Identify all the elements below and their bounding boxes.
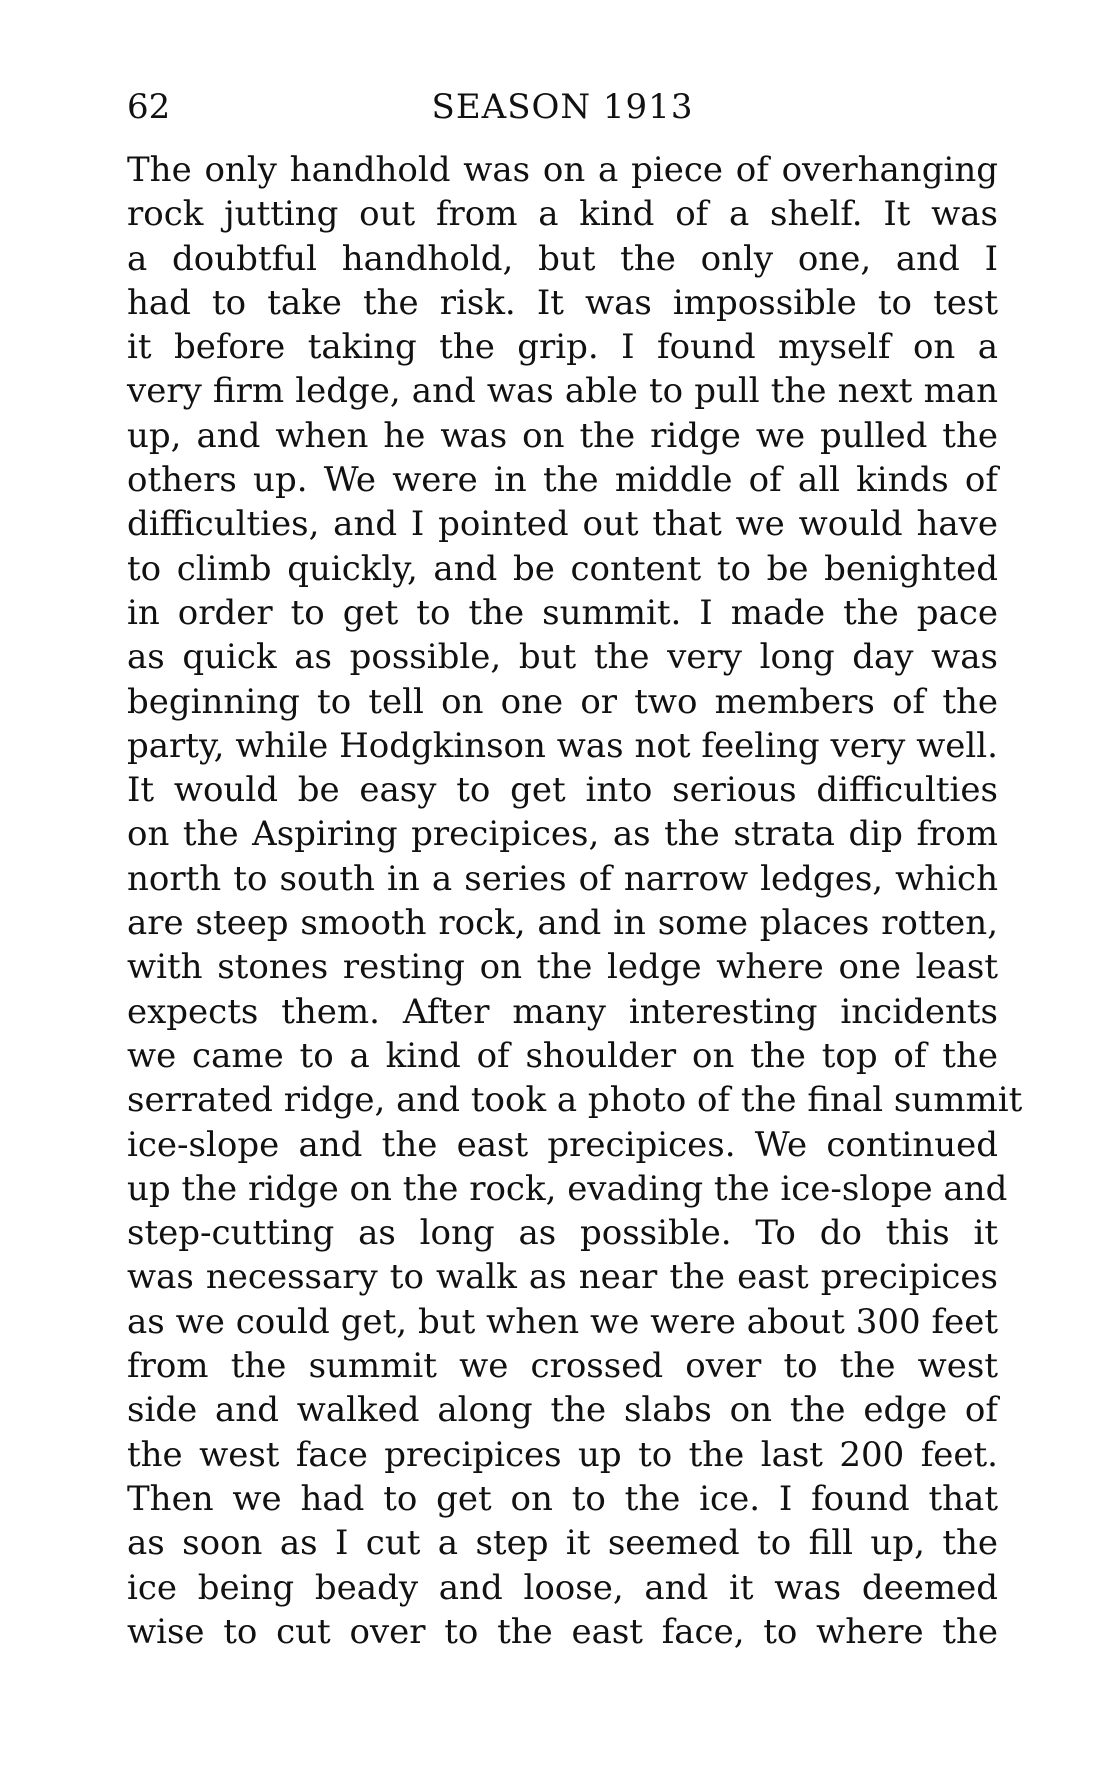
text-line: as quick as possible, but the very long day was [127, 637, 998, 678]
text-line: expects them. After many interesting incidents [127, 991, 998, 1032]
text-line: beginning to tell on one or two members of the [127, 681, 998, 722]
text-line: are steep smooth rock, and in some places rotten, [127, 903, 998, 944]
text-line: step-cutting as long as possible. To do this it [127, 1213, 998, 1254]
text-line: serrated ridge, and took a photo of the final summit [127, 1080, 1023, 1121]
text-line: It would be easy to get into serious difficulties [127, 770, 998, 811]
text-line: very firm ledge, and was able to pull the next man [127, 371, 998, 412]
text-line: as we could get, but when we were about 300 feet [127, 1301, 998, 1342]
text-line: from the summit we crossed over to the west [127, 1346, 998, 1387]
text-line: on the Aspiring precipices, as the strata dip from [127, 814, 998, 855]
text-line: The only handhold was on a piece of overhanging [127, 150, 998, 190]
text-line: others up. We were in the middle of all kinds of [127, 460, 998, 501]
text-line: wise to cut over to the east face, to where the [127, 1611, 998, 1652]
text-line: we came to a kind of shoulder on the top of the [127, 1035, 998, 1076]
text-line: to climb quickly, and be content to be benighted [127, 548, 998, 589]
text-line: side and walked along the slabs on the edge of [127, 1390, 998, 1431]
text-line: in order to get to the summit. I made the pace [127, 592, 998, 633]
text-line: was necessary to walk as near the east precipices [127, 1257, 998, 1298]
body-text [127, 148, 1023, 1654]
text-line: difficulties, and I pointed out that we would have [127, 504, 998, 545]
text-line: north to south in a series of narrow ledges, which [127, 858, 998, 899]
text-line: a doubtful handhold, but the only one, and I [127, 238, 998, 279]
running-head [127, 82, 998, 132]
running-title: SEASON 1913 [431, 87, 694, 127]
text-line: Then we had to get on to the ice. I found that [127, 1478, 998, 1519]
text-line: party, while Hodgkinson was not feeling very well. [127, 725, 998, 766]
text-line: up, and when he was on the ridge we pulled the [127, 415, 998, 456]
text-line: ice being beady and loose, and it was deemed [127, 1567, 998, 1608]
text-line: up the ridge on the rock, evading the ice-slope and [127, 1168, 1008, 1209]
text-line: it before taking the grip. I found myself on a [127, 327, 998, 368]
text-line: the west face precipices up to the last 200 feet. [127, 1434, 998, 1475]
page-number: 62 [127, 87, 171, 127]
text-line: ice-slope and the east precipices. We continued [127, 1124, 998, 1165]
text-line: rock jutting out from a kind of a shelf. It was [127, 194, 998, 235]
text-line: had to take the risk. It was impossible to test [127, 282, 998, 323]
text-line: with stones resting on the ledge where one least [127, 947, 998, 988]
text-line: as soon as I cut a step it seemed to fill up, the [127, 1523, 998, 1564]
